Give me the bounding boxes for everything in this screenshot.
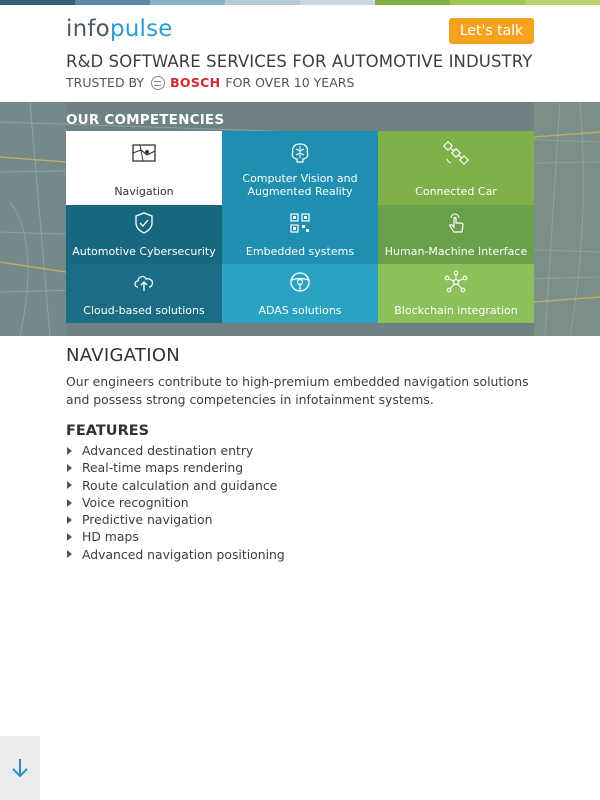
bullet-triangle-icon bbox=[67, 499, 72, 507]
features-heading: FEATURES bbox=[66, 423, 150, 439]
tile-label: Computer Vision and Augmented Reality bbox=[242, 172, 358, 198]
section-heading: NAVIGATION bbox=[66, 345, 181, 366]
lets-talk-button[interactable]: Let's talk bbox=[449, 18, 534, 44]
feature-text: Advanced destination entry bbox=[82, 443, 254, 458]
bullet-triangle-icon bbox=[67, 550, 72, 558]
tile-adas-solutions[interactable] bbox=[222, 264, 378, 323]
tile-cloud-based-solutions[interactable] bbox=[66, 264, 222, 323]
list-item bbox=[66, 511, 285, 528]
tile-label: Automotive Cybersecurity bbox=[72, 245, 216, 258]
arrow-down-icon bbox=[11, 758, 29, 778]
list-item bbox=[66, 477, 285, 494]
strip-segment bbox=[225, 0, 300, 5]
list-item bbox=[66, 546, 285, 563]
logo-text-pulse: pulse bbox=[109, 16, 173, 42]
list-item bbox=[66, 459, 285, 476]
list-item bbox=[66, 528, 285, 545]
tile-navigation[interactable] bbox=[66, 131, 222, 205]
bullet-triangle-icon bbox=[67, 533, 72, 541]
steering-wheel-icon bbox=[287, 270, 313, 294]
feature-text: Voice recognition bbox=[82, 494, 189, 510]
list-item bbox=[66, 442, 285, 459]
tile-label: Blockchain integration bbox=[394, 304, 518, 317]
map-icon bbox=[131, 141, 157, 165]
feature-text: Advanced navigation positioning bbox=[82, 546, 285, 562]
shield-icon bbox=[131, 211, 157, 235]
scroll-down-button[interactable] bbox=[0, 736, 40, 800]
network-icon bbox=[443, 270, 469, 294]
tile-label: Human-Machine Interface bbox=[384, 245, 528, 258]
tile-label: Connected Car bbox=[415, 185, 497, 198]
features-list bbox=[66, 442, 285, 563]
brain-chip-icon bbox=[287, 141, 313, 165]
feature-text: Route calculation and guidance bbox=[82, 477, 278, 493]
competencies-title: OUR COMPETENCIES bbox=[66, 112, 225, 128]
strip-segment bbox=[300, 0, 375, 5]
trusted-suffix: FOR OVER 10 YEARS bbox=[225, 75, 355, 90]
tile-human-machine-interface[interactable] bbox=[378, 205, 534, 264]
feature-text: Predictive navigation bbox=[82, 512, 213, 528]
satellite-icon bbox=[443, 141, 469, 165]
strip-segment bbox=[375, 0, 450, 5]
strip-segment bbox=[525, 0, 600, 5]
trusted-by-line bbox=[66, 75, 354, 90]
list-item bbox=[66, 494, 285, 511]
bosch-logo-icon bbox=[151, 76, 165, 90]
bullet-triangle-icon bbox=[67, 447, 72, 455]
qr-chip-icon bbox=[287, 211, 313, 235]
tile-embedded-systems[interactable] bbox=[222, 205, 378, 264]
bullet-triangle-icon bbox=[67, 464, 72, 472]
tile-computer-vision[interactable] bbox=[222, 131, 378, 205]
page-title: R&D SOFTWARE SERVICES FOR AUTOMOTIVE INDUSTRY bbox=[66, 52, 533, 71]
infopulse-logo[interactable] bbox=[66, 16, 173, 42]
cloud-upload-icon bbox=[131, 270, 157, 294]
competencies-grid bbox=[66, 131, 534, 323]
section-description: Our engineers contribute to high-premium embedded navigation solutions and possess strong competencies in infotainment systems. bbox=[66, 374, 529, 407]
feature-text: Real-time maps rendering bbox=[82, 460, 244, 476]
tile-blockchain-integration[interactable] bbox=[378, 264, 534, 323]
strip-segment bbox=[0, 0, 75, 5]
strip-segment bbox=[75, 0, 150, 5]
top-color-strip bbox=[0, 0, 600, 5]
bullet-triangle-icon bbox=[67, 516, 72, 524]
logo-text-info: info bbox=[66, 16, 110, 42]
tile-label: Cloud-based solutions bbox=[83, 304, 205, 317]
strip-segment bbox=[150, 0, 225, 5]
tile-automotive-cybersecurity[interactable] bbox=[66, 205, 222, 264]
tile-label: Navigation bbox=[114, 185, 174, 198]
bullet-triangle-icon bbox=[67, 481, 72, 489]
tile-label: Embedded systems bbox=[245, 245, 355, 258]
bosch-brand: BOSCH bbox=[170, 75, 221, 90]
tile-label: ADAS solutions bbox=[258, 304, 342, 317]
touch-icon bbox=[443, 211, 469, 235]
trusted-prefix: TRUSTED BY bbox=[66, 75, 145, 90]
tile-connected-car[interactable] bbox=[378, 131, 534, 205]
feature-text: HD maps bbox=[82, 529, 139, 545]
strip-segment bbox=[450, 0, 525, 5]
